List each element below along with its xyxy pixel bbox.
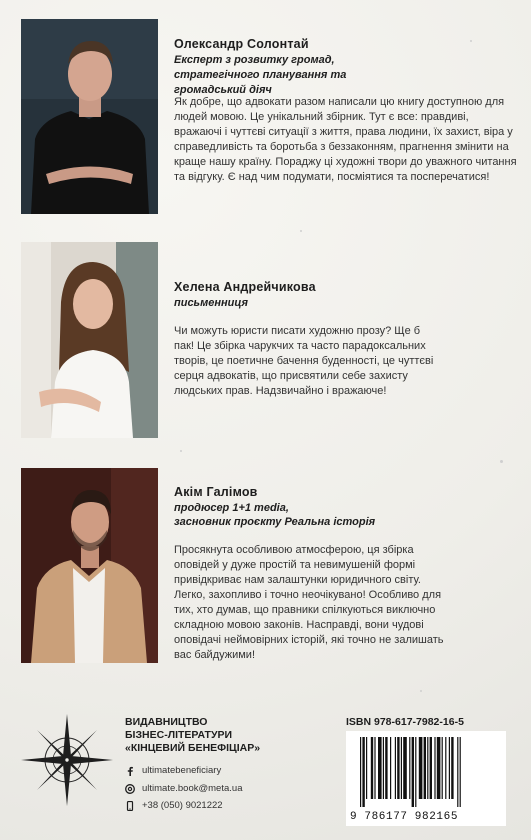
barcode-bar	[412, 737, 414, 807]
barcode-bar	[360, 737, 361, 807]
phone-number: +38 (050) 9021222	[142, 800, 223, 811]
isbn-label: ISBN 978-617-7982-16-5	[346, 716, 464, 728]
facebook-handle: ultimatebeneficiary	[142, 765, 222, 776]
barcode-bar	[378, 737, 382, 799]
compass-rose-logo	[19, 712, 115, 808]
barcode-bar	[415, 737, 416, 807]
barcode-bars	[352, 735, 500, 807]
texture-speck	[500, 460, 503, 463]
barcode-bar	[395, 737, 396, 799]
publisher-line: БІЗНЕС-ЛІТЕРАТУРИ	[125, 729, 233, 741]
reviewer-role: письменниця	[174, 297, 248, 309]
author-photo-solontai	[21, 19, 158, 214]
barcode-bar	[430, 737, 432, 799]
barcode-bar	[401, 737, 402, 799]
author-photo-andreichykova	[21, 242, 158, 438]
barcode-bar	[437, 737, 441, 799]
publisher-line: ВИДАВНИЦТВО	[125, 716, 208, 728]
barcode	[346, 731, 506, 826]
barcode-bar	[445, 737, 446, 799]
texture-speck	[300, 230, 302, 232]
facebook-icon	[125, 766, 135, 776]
author-photo-halimov	[21, 468, 158, 663]
reviewer-role-line: засновник проєкту Реальна історія	[174, 516, 376, 528]
barcode-bar	[442, 737, 443, 799]
email-contact	[125, 783, 242, 794]
barcode-bar	[397, 737, 399, 799]
facebook-contact	[125, 765, 221, 776]
texture-speck	[420, 690, 422, 692]
review-quote: Чи можуть юристи писати художню прозу? Ще б пак! Це збірка чарукчих та часто парадоксальних творів, це поетичне бачення буденності, це чуттєві серця адвокатів, що присвятили себе захисту людських прав. Надзвичайно і вражаюче!	[174, 325, 434, 397]
review-quote: Просякнута особливою атмосферою, ця збірка оповідей у дуже простій та невимушеній формі привідкриває нам залаштунки юридичного світу. Легко, захопливо і точно неочікувано! Особливо для тих, хто думав, що правники спілкуються виключно складною мовою законів. Насправді, вони чудові оповідачі неймовірних історій, які точно не залишать вас байдужими!	[174, 544, 444, 661]
barcode-bar	[409, 737, 410, 799]
barcode-bar	[424, 737, 426, 799]
barcode-bar	[383, 737, 384, 799]
barcode-bar	[374, 737, 375, 799]
barcode-bar	[366, 737, 367, 799]
texture-speck	[180, 450, 182, 452]
reviewer-role: Експерт з розвитку громад, стратегічного планування та громадський діяч	[174, 54, 347, 96]
barcode-bar	[371, 737, 373, 799]
reviewer-role-line: продюсер 1+1 media,	[174, 502, 289, 514]
texture-speck	[470, 40, 472, 42]
barcode-bar	[390, 737, 391, 799]
barcode-bar	[460, 737, 461, 807]
reviewer-name: Олександр Солонтай	[174, 37, 309, 51]
barcode-bar	[427, 737, 428, 799]
barcode-bar	[385, 737, 387, 799]
at-sign-icon	[125, 784, 135, 794]
barcode-bar	[419, 737, 423, 799]
barcode-bar	[434, 737, 435, 799]
publisher-name	[125, 716, 260, 755]
barcode-bar	[403, 737, 407, 799]
review-quote: Як добре, що адвокати разом написали цю книгу доступною для людей мовою. Це унікальний збірник. Тут є все: правдиві, вражаючі і чуттєві ситуації з життя, права людини, їх захист, віра у справедливість та боротьба з беззаконням, прагнення змінити на краще нашу країну. Пораджу ці художні твори до уважного читання та відгуку. Є над чим подумати, посміятися та посперечатися!	[174, 96, 517, 183]
publisher-line: «КІНЦЕВИЙ БЕНЕФІЦІАР»	[125, 742, 261, 754]
reviewer-name: Акім Галімов	[174, 485, 258, 499]
reviewer-name: Хелена Андрейчикова	[174, 280, 316, 294]
barcode-digits: 9 786177 982165	[350, 811, 459, 823]
barcode-bar	[449, 737, 450, 799]
phone-contact	[125, 800, 223, 811]
email-address: ultimate.book@meta.ua	[142, 783, 243, 794]
barcode-bar	[457, 737, 458, 807]
barcode-bar	[362, 737, 364, 807]
barcode-bar	[451, 737, 453, 799]
mobile-phone-icon	[125, 801, 135, 811]
